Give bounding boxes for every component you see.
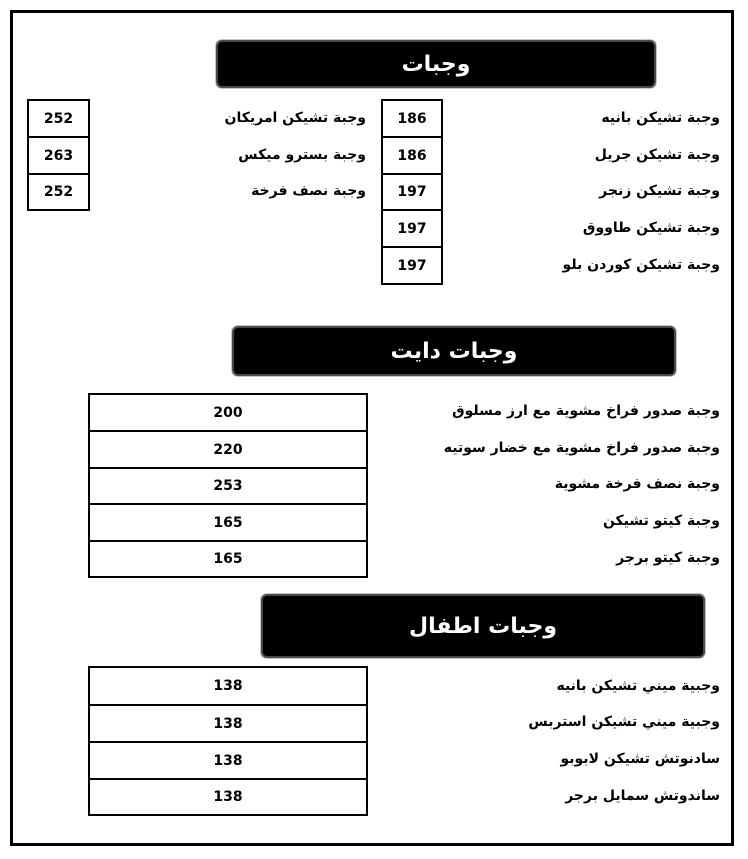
menu-item-name: وجبة صدور فراخ مشوية مع ارز مسلوق <box>452 403 720 419</box>
menu-item-name: وجبة تشيكن زنجر <box>599 183 720 199</box>
price-cell: 138 <box>90 780 366 816</box>
price-cell: 252 <box>29 101 88 138</box>
menu-item-name: وجبة تشيكن امريكان <box>224 110 366 126</box>
price-cell: 263 <box>29 138 88 175</box>
price-cell: 197 <box>397 257 427 274</box>
meals-title-text: وجبات <box>401 51 471 77</box>
price-cell: 197 <box>383 211 441 248</box>
menu-item-name: وجبة تشيكن كوردن بلو <box>562 257 720 273</box>
price-cell: 165 <box>90 505 366 542</box>
menu-item-name: ساندوتش سمايل برجر <box>565 788 720 804</box>
price-cell: 253 <box>90 469 366 505</box>
diet-title-text: وجبات دايت <box>390 338 518 364</box>
meals-section-title <box>216 40 656 88</box>
price-cell: 165 <box>213 551 243 567</box>
menu-item-name: وجبة بسترو ميكس <box>238 147 366 163</box>
menu-item-name: وجبة كيتو تشيكن <box>602 513 720 529</box>
price-cell: 186 <box>383 101 441 138</box>
price-cell: 138 <box>90 706 366 743</box>
menu-item-name: وجبة صدور فراخ مشوية مع خضار سوتيه <box>443 440 720 456</box>
price-cell: 220 <box>90 432 366 469</box>
menu-item-name: سادنوتش تشيكن لابوبو <box>560 751 720 767</box>
price-cell: 200 <box>90 395 366 432</box>
menu-item-name: وجبية ميني تشيكن استربس <box>528 714 720 730</box>
meals-right-price-box <box>381 99 443 285</box>
price-cell: 197 <box>383 175 441 211</box>
diet-price-box <box>88 393 368 578</box>
kids-section-title <box>261 594 705 658</box>
diet-section-title <box>232 326 676 376</box>
menu-item-name: وجبة كيتو برجر <box>616 550 720 566</box>
kids-price-box <box>88 666 368 816</box>
menu-item-name: وجبة نصف فرخة مشوية <box>554 476 720 492</box>
kids-title-text: وجبات اطفال <box>409 613 557 639</box>
menu-item-name: وجبة تشيكن بانيه <box>601 110 720 126</box>
meals-left-price-box <box>27 99 90 211</box>
menu-item-name: وجبية ميني تشيكن بانيه <box>556 678 720 694</box>
price-cell: 138 <box>90 743 366 780</box>
price-cell: 138 <box>90 668 366 706</box>
menu-item-name: وجبة تشيكن طاووق <box>582 220 720 236</box>
price-cell: 252 <box>43 184 74 200</box>
menu-item-name: وجبة نصف فرخة <box>251 183 366 199</box>
price-cell: 186 <box>383 138 441 175</box>
menu-item-name: وجبة تشيكن جريل <box>594 147 720 163</box>
